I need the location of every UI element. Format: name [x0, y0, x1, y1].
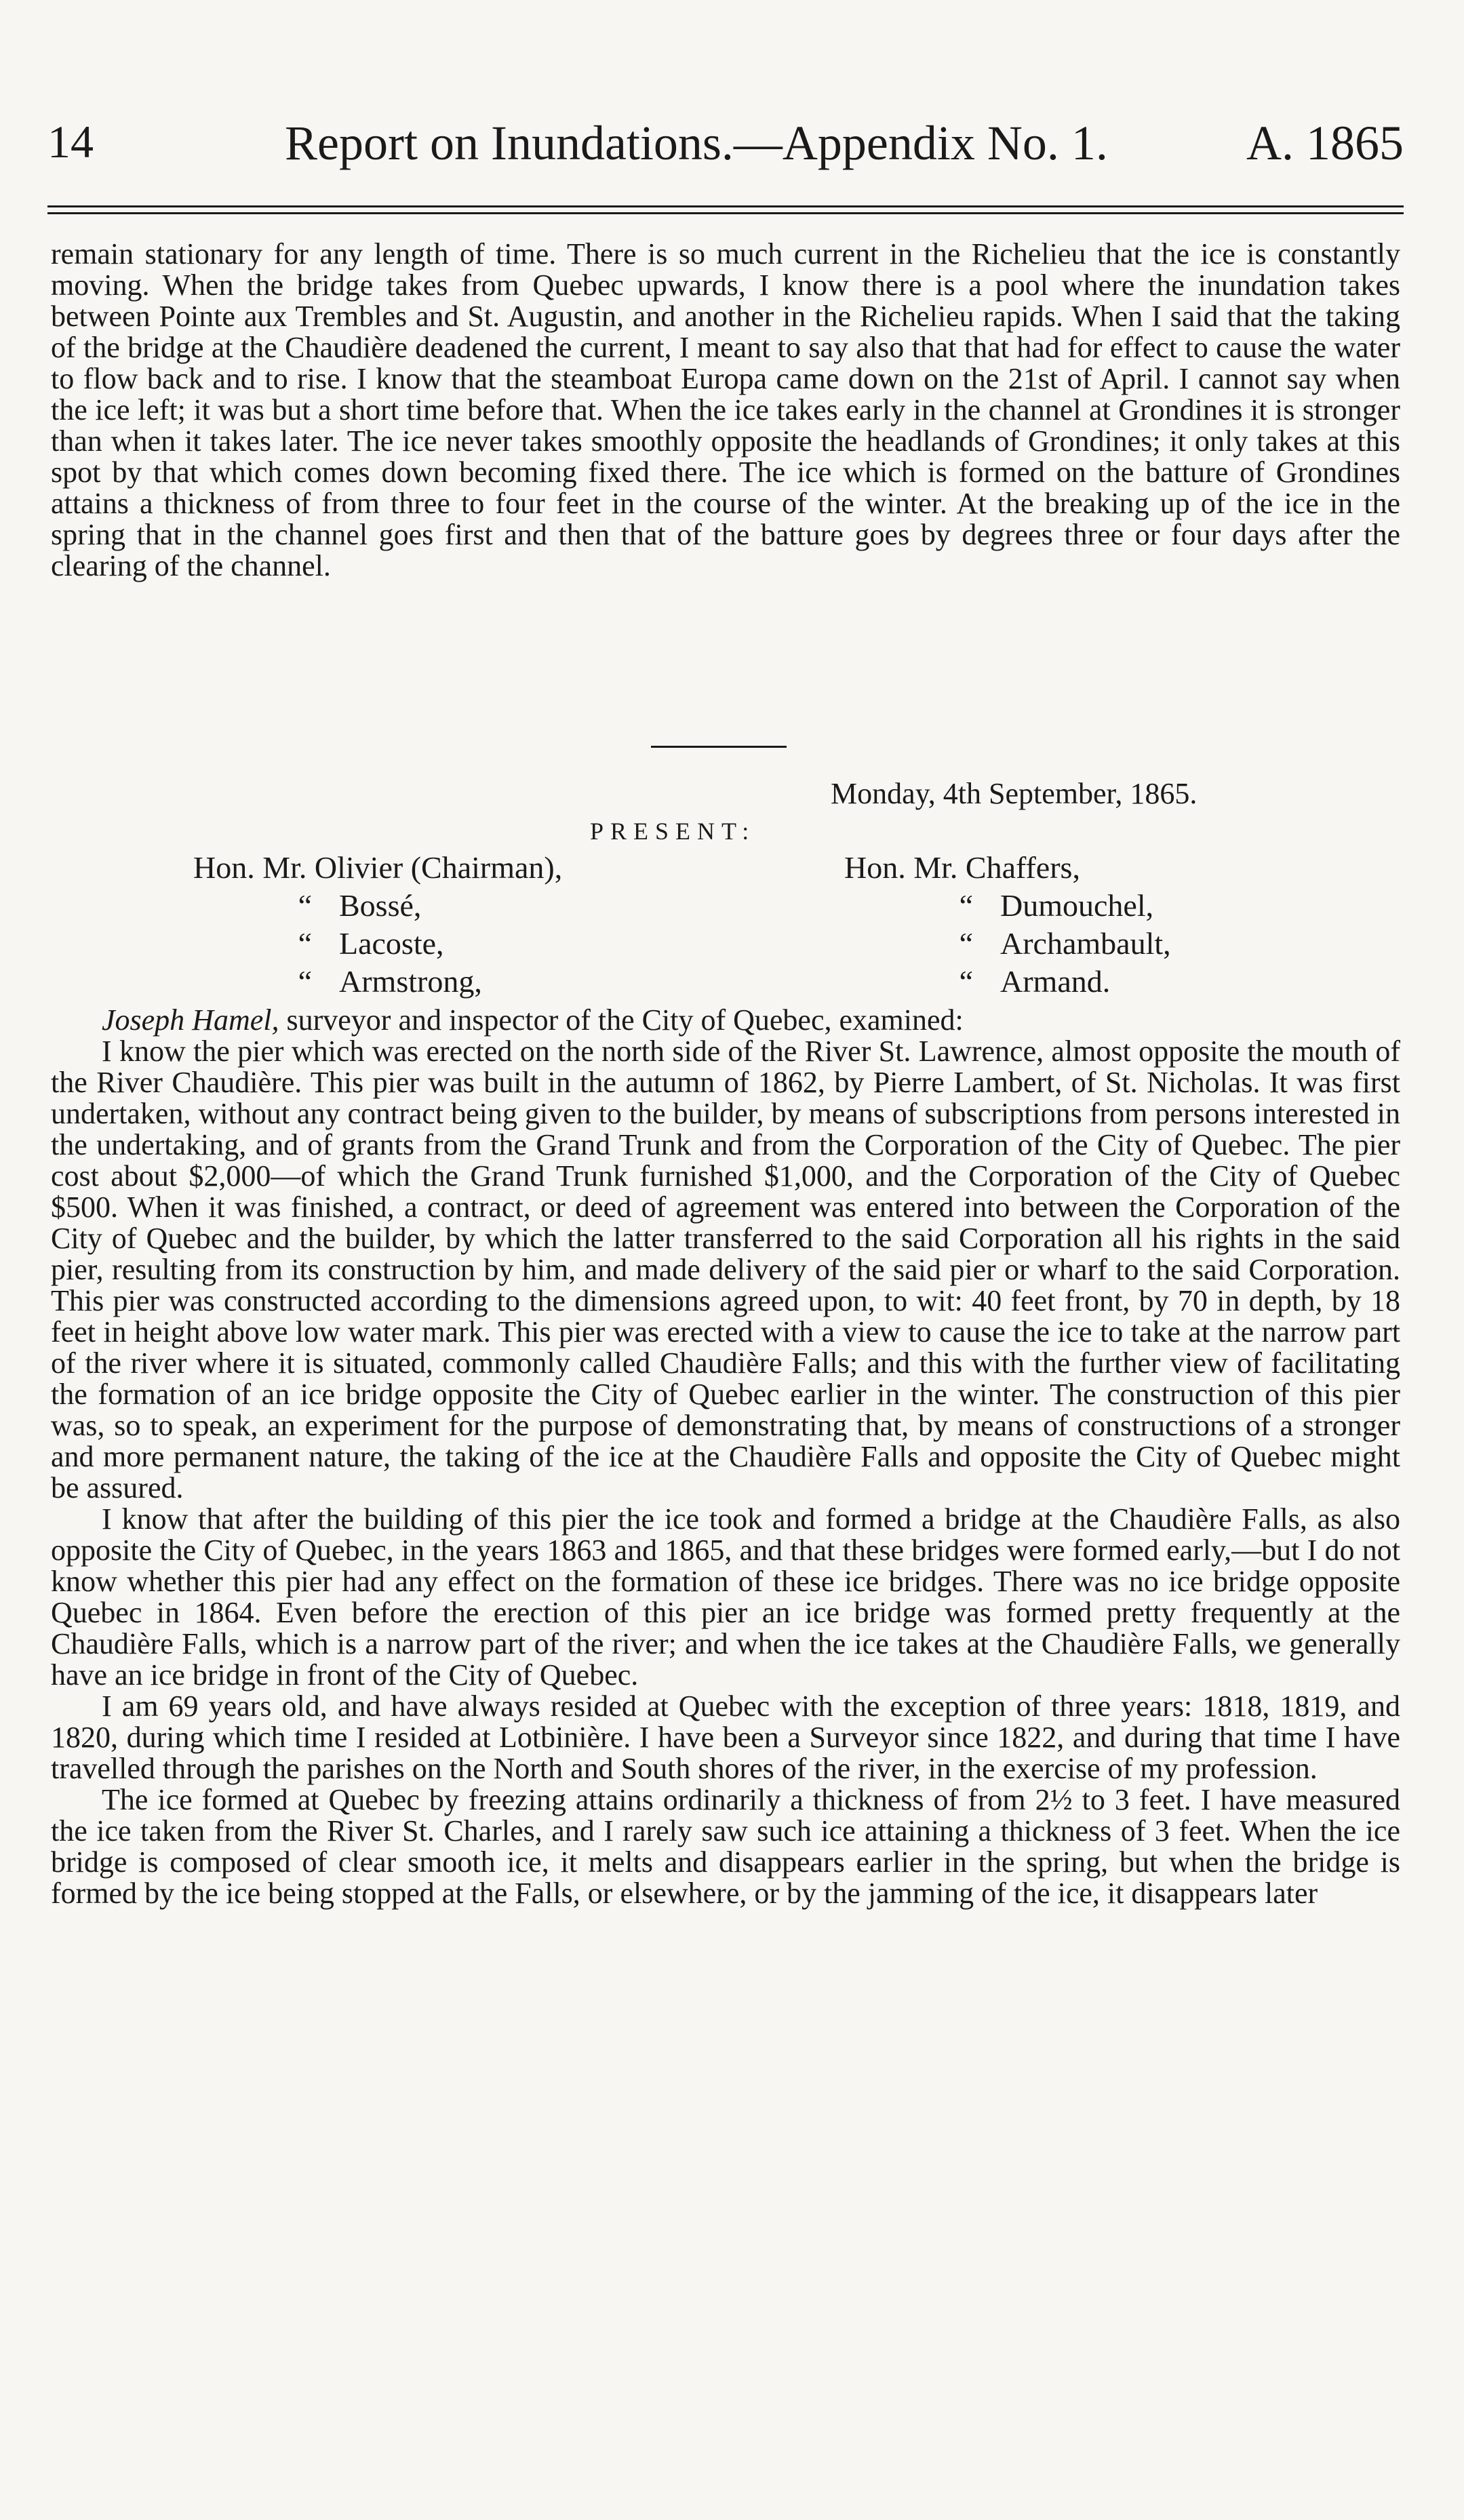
member-mark: Hon. Mr.	[844, 850, 958, 885]
witness-role: surveyor and inspector of the City of Quebec, examined:	[286, 1003, 964, 1037]
member-row	[193, 963, 562, 1001]
paragraph: I know that after the building of this pier the ice took and formed a bridge at the Chaudière Falls, as also opposite the City of Quebec, in the years 1863 and 1865, and that these bridges were formed early,—but I do not know whether this pier had any effect on the formation of these ice bridges. There was no ice bridge opposite Quebec in 1864. Even before the erection of this pier an ice bridge was formed pretty frequently at the Chaudière Falls, which is a narrow part of the river; and when the ice takes at the Chaudière Falls, we generally have an ice bridge in front of the City of Quebec.	[51, 1502, 1400, 1692]
member-mark: “	[959, 888, 973, 923]
paragraph: remain stationary for any length of time. There is so much current in the Richelieu that the ice is constantly moving. When the bridge takes from Quebec upwards, I know there is a pool where the inundation takes between Pointe aux Trembles and St. Augustin, and another in the Richelieu rapids. When I said that the taking of the bridge at the Chaudière deadened the current, I meant to say also that that had for effect to cause the water to flow back and to rise. I know that the steamboat Europa came down on the 21st of April. I cannot say when the ice left; it was but a short time before that. When the ice takes early in the channel at Grondines it is stronger than when it takes later. The ice never takes smoothly opposite the headlands of Grondines; it only takes at this spot by that which comes down becoming fixed there. The ice which is formed on the batture of Grondines attains a thickness of from three to four feet in the course of the winter. At the breaking up of the ice in the spring that in the channel goes first and then that of the batture goes by degrees three or four days after the clearing of the channel.	[51, 237, 1400, 582]
member-mark: Hon. Mr.	[193, 850, 307, 885]
member-name: Chaffers,	[965, 850, 1080, 885]
session-date: Monday, 4th September, 1865.	[831, 777, 1198, 810]
witness-name: Joseph Hamel,	[102, 1003, 279, 1037]
member-row	[193, 849, 562, 887]
member-name: Armstrong,	[339, 964, 482, 999]
members-left-column	[193, 849, 562, 1001]
page-number: 14	[47, 116, 94, 167]
member-mark: “	[298, 888, 312, 923]
members-right-column	[844, 849, 1171, 1001]
member-row	[844, 887, 1171, 925]
member-name: Bossé,	[339, 888, 422, 923]
section-separator	[651, 746, 787, 748]
member-name: Dumouchel,	[1000, 888, 1154, 923]
member-row	[193, 887, 562, 925]
member-mark: “	[959, 964, 973, 999]
member-name: Archambault,	[1000, 926, 1171, 961]
witness-intro	[51, 1005, 1400, 1036]
member-name: Lacoste,	[339, 926, 444, 961]
member-name: Armand.	[1000, 964, 1111, 999]
member-mark: “	[298, 926, 312, 961]
header-rule-bottom	[47, 212, 1404, 214]
member-name: Olivier (Chairman),	[314, 850, 563, 885]
member-row	[193, 925, 562, 963]
paragraph: I am 69 years old, and have always resided at Quebec with the exception of three years: 1818, 1819, and 1820, during which time I resided at Lotbinière. I have been a Surveyor since 1822, and during that time I have travelled through the parishes on the North and South shores of the river, in the exercise of my profession.	[51, 1689, 1400, 1785]
running-header	[47, 115, 1404, 176]
paragraph: The ice formed at Quebec by freezing attains ordinarily a thickness of from 2½ to 3 feet. I have measured the ice taken from the River St. Charles, and I rarely saw such ice attaining a thickness of 3 feet. When the ice bridge is composed of clear smooth ice, it melts and disappears earlier in the spring, but when the bridge is formed by the ice being stopped at the Falls, or elsewhere, or by the jamming of the ice, it disappears later	[51, 1783, 1400, 1910]
member-row	[844, 925, 1171, 963]
member-row	[844, 849, 1171, 887]
header-rule-top	[47, 205, 1404, 207]
member-row	[844, 963, 1171, 1001]
running-title: Report on Inundations.—Appendix No. 1.	[285, 116, 1108, 170]
paragraph: I know the pier which was erected on the north side of the River St. Lawrence, almost opposite the mouth of the River Chaudière. This pier was built in the autumn of 1862, by Pierre Lambert, of St. Nicholas. It was first undertaken, without any contract being given to the builder, by means of subscriptions from persons interested in the undertaking, and of grants from the Grand Trunk and from the Corporation of the City of Quebec. The pier cost about $2,000—of which the Grand Trunk furnished $1,000, and the Corporation of the City of Quebec $500. When it was finished, a contract, or deed of agreement was entered into between the Corporation of the City of Quebec and the builder, by which the latter transferred to the said Corporation all his rights in the said pier, resulting from its construction by him, and made delivery of the said pier or wharf to the said Corporation. This pier was constructed according to the dimensions agreed upon, to wit: 40 feet front, by 70 in depth, by 18 feet in height above low water mark. This pier was erected with a view to cause the ice to take at the narrow part of the river where it is situated, commonly called Chaudière Falls; and this with the further view of facilitating the formation of an ice bridge opposite the City of Quebec earlier in the winter. The construction of this pier was, so to speak, an experiment for the purpose of demonstrating that, by means of constructions of a stronger and more permanent nature, the taking of the ice at the Chaudière Falls and opposite the City of Quebec might be assured.	[51, 1035, 1400, 1504]
witness-testimony	[51, 1005, 1400, 1909]
member-mark: “	[298, 964, 312, 999]
present-label: PRESENT:	[590, 818, 756, 845]
continued-testimony	[51, 239, 1400, 582]
member-mark: “	[959, 926, 973, 961]
year-label: A. 1865	[1246, 116, 1404, 170]
